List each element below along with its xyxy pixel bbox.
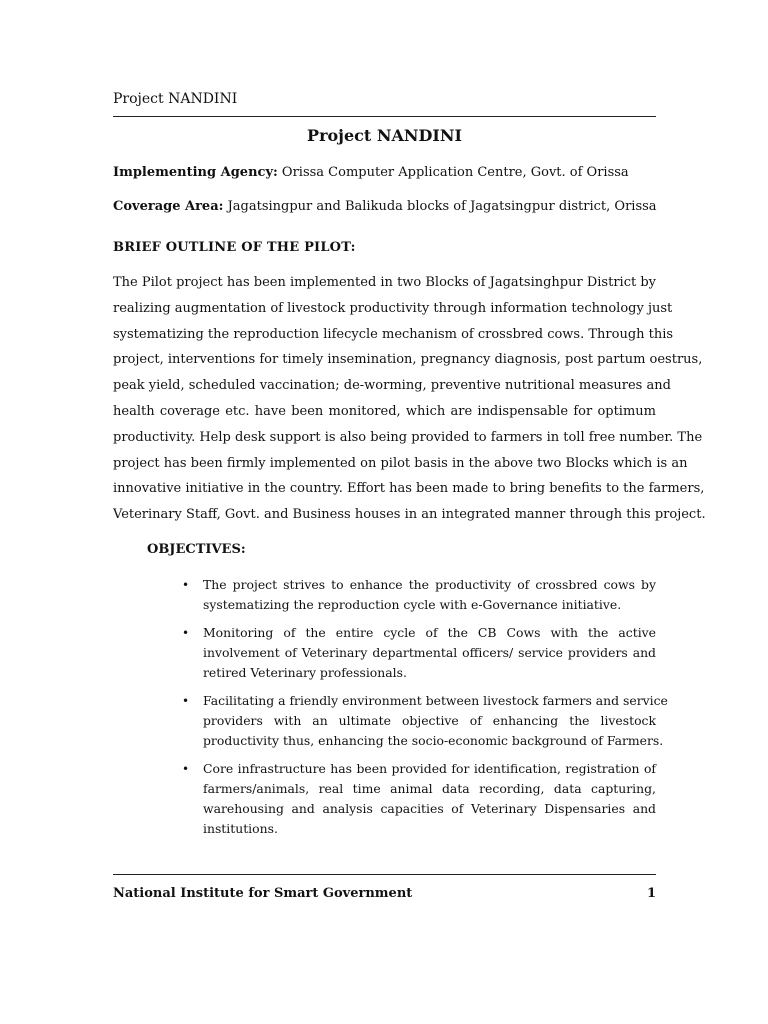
coverage-area <box>113 199 657 214</box>
paragraph-line: The Pilot project has been implemented in two Blocks of Jagatsinghpur District by <box>113 275 656 290</box>
bullet-icon: • <box>182 694 190 708</box>
list-item-line: Facilitating a friendly environment between livestock farmers and service <box>203 693 668 708</box>
implementing-agency-value: Orissa Computer Application Centre, Govt. of Orissa <box>277 165 629 180</box>
paragraph-line: systematizing the reproduction lifecycle mechanism of crossbred cows. Through this <box>113 326 674 342</box>
list-item <box>180 575 656 615</box>
running-header: Project NANDINI <box>113 91 238 107</box>
footer-organization: National Institute for Smart Government <box>113 886 413 901</box>
paragraph-line: realizing augmentation of livestock productivity through information technology just <box>113 300 673 316</box>
list-item-line: retired Veterinary professionals. <box>203 665 407 680</box>
objectives-heading: OBJECTIVES: <box>147 542 246 557</box>
header-rule <box>113 116 656 117</box>
paragraph-line: project, interventions for timely insemination, pregnancy diagnosis, post partum oestrus, <box>113 352 703 368</box>
list-item-line: involvement of Veterinary departmental officers/ service providers and <box>203 645 656 660</box>
paragraph-line: Veterinary Staff, Govt. and Business houses in an integrated manner through this project. <box>113 507 706 523</box>
implementing-agency <box>113 165 629 180</box>
coverage-area-value: Jagatsingpur and Balikuda blocks of Jagatsingpur district, Orissa <box>223 199 657 214</box>
paragraph-line: innovative initiative in the country. Effort has been made to bring benefits to the farmers, <box>113 481 705 497</box>
outline-paragraph <box>113 270 706 528</box>
footer-rule <box>113 874 656 875</box>
bullet-icon: • <box>182 762 190 776</box>
coverage-area-label: Coverage Area: <box>113 199 224 214</box>
objectives-list <box>180 575 668 847</box>
list-item-line: providers with an ultimate objective of enhancing the livestock <box>203 713 656 728</box>
outline-heading: BRIEF OUTLINE OF THE PILOT: <box>113 240 356 255</box>
list-item <box>180 623 656 683</box>
list-item-line: Core infrastructure has been provided for identification, registration of <box>203 761 656 776</box>
list-item-line: systematizing the reproduction cycle with e-Governance initiative. <box>203 597 622 612</box>
page-title: Project NANDINI <box>307 126 462 145</box>
list-item-line: farmers/animals, real time animal data recording, data capturing, <box>203 781 656 796</box>
list-item-line: Monitoring of the entire cycle of the CB Cows with the active <box>203 625 656 640</box>
implementing-agency-label: Implementing Agency: <box>113 165 278 180</box>
list-item <box>180 759 656 839</box>
list-item-line: productivity thus, enhancing the socio-economic background of Farmers. <box>203 733 664 748</box>
paragraph-line: health coverage etc. have been monitored, which are indispensable for optimum <box>113 403 656 419</box>
list-item-line: warehousing and analysis capacities of Veterinary Dispensaries and <box>203 801 656 816</box>
bullet-icon: • <box>182 578 190 592</box>
paragraph-line: peak yield, scheduled vaccination; de-worming, preventive nutritional measures and <box>113 378 671 394</box>
list-item <box>180 691 668 751</box>
list-item-line: institutions. <box>203 821 278 836</box>
list-item-line: The project strives to enhance the productivity of crossbred cows by <box>203 577 656 592</box>
paragraph-line: productivity. Help desk support is also being provided to farmers in toll free number. The <box>113 429 703 445</box>
page-number: 1 <box>646 886 656 901</box>
paragraph-line: project has been firmly implemented on pilot basis in the above two Blocks which is an <box>113 455 688 471</box>
bullet-icon: • <box>182 626 190 640</box>
